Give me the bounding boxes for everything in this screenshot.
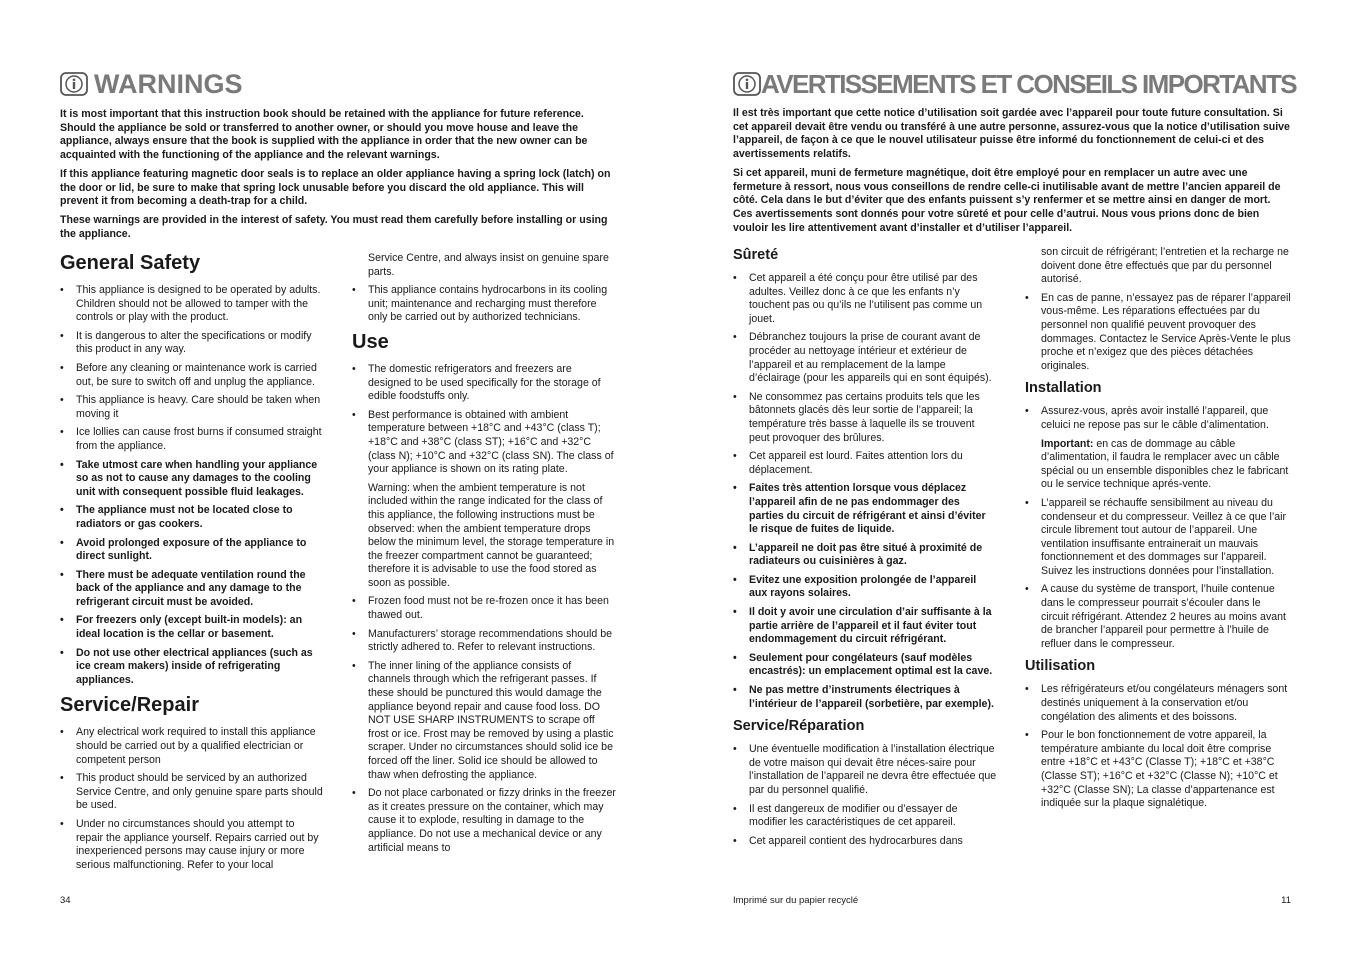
right-column-2 (1025, 246, 1291, 816)
info-icon (733, 72, 761, 96)
list-item: • Débranchez toujours la prise de courant avant de procéder au nettoyage intérieur et extérieur de l’appareil et au remplacement de la lampe d’éclairage (pour les appareils qui en sont équipés). (733, 331, 997, 385)
list-item: • Une éventuelle modification à l’installation électrique de votre maison qui devait être néces-saire pour l’installation de l’appareil ne devra être effectuée que par du personnel qualifié. (733, 743, 997, 797)
list-item: • This product should be serviced by an authorized Service Centre, and only genuine spare parts should be used. (60, 772, 324, 813)
list-item: • Cet appareil a été conçu pour être utilisé par des adultes. Veillez donc à ce que les enfants n’y touchent pas ou qu’ils ne l’utilisent pas comme un jouet. (733, 272, 997, 326)
page-number: 11 (1281, 895, 1291, 906)
info-icon (60, 72, 88, 96)
list-item: • Take utmost care when handling your appliance so as not to cause any damages to the cooling unit with consequent possible fluid leakages. (60, 459, 324, 500)
footer-note: Imprimé sur du papier recyclé (733, 895, 859, 906)
intro-paragraph: Il est très important que cette notice d’utilisation soit gardée avec l’appareil pour toute future consultation. Si cet appareil devait être vendu ou transféré à une autre personne, assurez-vous que la notice d’utilisation suive l’appareil, de façon à ce que le nouvel utilisateur puisse être informé du fonctionnement de celui-ci et des avertissements relatifs. (733, 107, 1290, 161)
list-item: • L’appareil ne doit pas être situé à proximité de radiateurs ou cuisinières à gaz. (733, 542, 997, 569)
section-heading-utilisation: Utilisation (1025, 658, 1096, 675)
list-item: • Frozen food must not be re-frozen once it has been thawed out. (352, 595, 616, 622)
page-title: WARNINGS (94, 68, 243, 99)
intro-paragraph: Si cet appareil, muni de fermeture magnétique, doit être employé pour en remplacer un autre avec une fermeture à ressort, nous vous conseillons de rendre celle-ci inutilisable avant de mettre l’ancien appareil de côté. Cela dans le but d’éviter que des enfants puissent s’y renfermer et se mettre ainsi en danger de mort. Ces avertissements sont donnés pour votre sûreté et pour celle d’autrui. Nous vous prions donc de bien vouloir les lire attentivement avant d’installer et d’utiliser l’appareil. (733, 166, 1281, 234)
list-item: • Best performance is obtained with ambient temperature between +18°C and +43°C (class T); +18°C and +38°C (class ST); +16°C and +32°C (class N); +10°C and +32°C (class SN). The class of your appliance is shown on its rating plate. (352, 409, 616, 477)
list-item: • Under no circumstances should you attempt to repair the appliance yourself. Repairs carried out by inexperienced persons may cause injury or more serious malfunctioning. Refer to your local (60, 818, 324, 872)
list-item: • Ne consommez pas certains produits tels que les bâtonnets glacés dès leur sortie de l’appareil; la température très basse à laquelle ils se trouvent peut provoquer des brûlures. (733, 391, 997, 445)
list-item: • Il doit y avoir une circulation d’air suffisante à la partie arrière de l’appareil et il faut éviter tout endommagement du circuit réfrigérant. (733, 606, 997, 647)
list-item: • Faites très attention lorsque vous déplacez l’appareil afin de ne pas endommager des parties du circuit de réfrigérant et ainsi d’éviter le risque de fuites de liquide. (733, 482, 997, 536)
avertissements-title-row (733, 66, 1296, 102)
utilisation-list (1025, 683, 1291, 810)
left-column-2 (352, 252, 616, 860)
intro-text (60, 108, 616, 246)
section-heading-surete: Sûreté (733, 247, 779, 263)
page-number: 34 (60, 895, 71, 906)
list-item: • Before any cleaning or maintenance work is carried out, be sure to switch off and unplug the appliance. (60, 362, 324, 389)
list-item: • Cet appareil est lourd. Faites attention lors du déplacement. (733, 450, 997, 477)
important-text: en cas de dommage au câble d’alimentation, il faudra le remplacer avec un câble spécial ou un ensemble disponibles chez le fabricant ou le service technique aprés-vente. (1041, 437, 1289, 491)
service-reparation-list (733, 743, 997, 848)
list-item: • Seulement pour congélateurs (sauf modèles encastrés): un emplacement optimal est la cave. (733, 652, 997, 679)
section-heading-installation: Installation (1025, 380, 1102, 397)
list-item: • Ne pas mettre d’instruments électriques à l’intérieur de l’appareil (sorbetière, par exemple). (733, 684, 997, 711)
list-item: • Manufacturers’ storage recommendations should be strictly adhered to. Refer to relevant instructions. (352, 628, 616, 655)
list-item: • For freezers only (except built-in models): an ideal location is the cellar or basement. (60, 614, 324, 641)
intro-paragraph: It is most important that this instruction book should be retained with the appliance for future reference. Should the appliance be sold or transferred to another owner, or should you move house and leave the appliance, always ensure that the book is supplied with the appliance in order that the new owner can be acquainted with the functioning of the appliance and the relevant warnings. (60, 108, 588, 162)
list-item: • Do not place carbonated or fizzy drinks in the freezer as it creates pressure on the container, which may cause it to explode, resulting in damage to the appliance. Do not use a mechanical device or any artificial means to (352, 787, 616, 855)
intro-text (733, 107, 1291, 240)
list-item-continued: son circuit de réfrigérant; l’entretien et la recharge ne doivent done être effectués que par du personnel autorisé. (1041, 246, 1289, 286)
section-heading-general-safety: General Safety (60, 252, 201, 274)
page-title: AVERTISSEMENTS ET CONSEILS IMPORTANTS (761, 68, 1296, 99)
list-item: • The domestic refrigerators and freezers are designed to be used specifically for the storage of edible foodstuffs only. (352, 363, 616, 404)
list-item: • The inner lining of the appliance consists of channels through which the refrigerant passes. If these should be punctured this would damage the appliance beyond repair and cause food loss. DO NOT USE SHARP INSTRUMENTS to scrape off frost or ice. Frost may be removed by using a plastic scraper. Under no circumstances should solid ice be forced off the liner. Solid ice should be allowed to thaw when defrosting the appliance. (352, 660, 616, 782)
list-item: • Les réfrigérateurs et/ou congélateurs ménagers sont destinés uniquement à la conservation et/ou congélation des aliments et des boissons. (1025, 683, 1291, 724)
service-repair-list-continued (352, 252, 616, 325)
list-item: • Pour le bon fonctionnement de votre appareil, la température ambiante du local doit être comprise entre +18°C et +43°C (Classe T); +18°C et +38°C (Classe ST); +16°C et +32°C (Classe N); +10°C et +32°C (Classe SN); La classe d’appartenance est indiquée sur la plaque signalétique. (1025, 729, 1291, 811)
service-reparation-list-continued (1025, 246, 1291, 373)
list-item: • The appliance must not be located close to radiators or gas cookers. (60, 504, 324, 531)
list-item: • Avoid prolonged exposure of the appliance to direct sunlight. (60, 537, 324, 564)
list-item: • Il est dangereux de modifier ou d’essayer de modifier les caractéristiques de cet appareil. (733, 803, 997, 830)
list-item: • Do not use other electrical appliances (such as ice cream makers) inside of refrigerating appliances. (60, 647, 324, 688)
section-heading-service-reparation: Service/Réparation (733, 718, 865, 735)
list-item: • A cause du système de transport, l’huile contenue dans le compresseur pourrait s’écouler dans le circuit réfrigérant. Attendez 2 heures au moins avant de brancher l’appareil pour permettre à l’huile de refluer dans le compresseur. (1025, 583, 1291, 651)
list-item: • This appliance is heavy. Care should be taken when moving it (60, 394, 324, 421)
list-item: • Ice lollies can cause frost burns if consumed straight from the appliance. (60, 426, 324, 453)
list-item: • Any electrical work required to install this appliance should be carried out by a qualified electrician or competent person (60, 726, 324, 767)
list-item: • Evitez une exposition prolongée de l’appareil aux rayons solaires. (733, 574, 997, 601)
list-item: • This appliance contains hydrocarbons in its cooling unit; maintenance and recharging must therefore only be carried out by authorized technicians. (352, 284, 616, 325)
list-item: • Assurez-vous, après avoir installé l’appareil, que celuici ne repose pas sur le câble d’alimentation. (1025, 405, 1291, 432)
intro-paragraph: These warnings are provided in the interest of safety. You must read them carefully before installing or using the appliance. (60, 213, 608, 240)
section-heading-service-repair: Service/Repair (60, 694, 199, 717)
installation-list (1025, 405, 1291, 651)
general-safety-list (60, 284, 324, 687)
list-item: • L’appareil se réchauffe sensibilment au niveau du condenseur et du compresseur. Veillez à ce que l’air circule librement tout autour de l’appareil. Une ventilation insuffisante entrainerait un mauvais fonctionnement et des dommages sur l’appareil. Suivez les instructions données pour l’installation. (1025, 497, 1291, 579)
intro-paragraph: If this appliance featuring magnetic door seals is to replace an older appliance having a spring lock (latch) on the door or lid, be sure to make that spring lock unusable before you discard the old appliance. This will prevent it from becoming a death-trap for a child. (60, 167, 611, 208)
list-item: • En cas de panne, n’essayez pas de réparer l’appareil vous-même. Les réparations effectuées par du personnel non qualifié peuvent provoquer des dommages. Contactez le Service Après-Vente le plus proche et n’exigez que des pièces détachées originales. (1025, 292, 1291, 374)
important-label: Important: (1041, 437, 1094, 450)
list-item: • It is dangerous to alter the specifications or modify this product in any way. (60, 330, 324, 357)
use-list (352, 363, 616, 855)
left-column-1 (60, 251, 324, 877)
list-item: • Cet appareil contient des hydrocarbures dans (733, 835, 997, 849)
list-item-continued: Service Centre, and always insist on genuine spare parts. (368, 252, 609, 278)
right-column-1 (733, 246, 997, 853)
list-item: • This appliance is designed to be operated by adults. Children should not be allowed to tamper with the controls or play with the product. (60, 284, 324, 325)
important-note (1025, 438, 1291, 492)
service-repair-list (60, 726, 324, 872)
warning-note: Warning: when the ambient temperature is not included within the range indicated for the class of this appliance, the following instructions must be observed: when the ambient temperature drops below the minimum level, the storage temperature in the freezer compartment cannot be guaranteed; therefore it is advisable to use the food stored as soon as possible. (368, 481, 615, 589)
section-heading-use: Use (352, 330, 389, 353)
surete-list (733, 272, 997, 711)
list-item: • There must be adequate ventilation round the back of the appliance and any damage to the refrigerant circuit must be avoided. (60, 569, 324, 610)
warnings-title-row (60, 66, 243, 102)
